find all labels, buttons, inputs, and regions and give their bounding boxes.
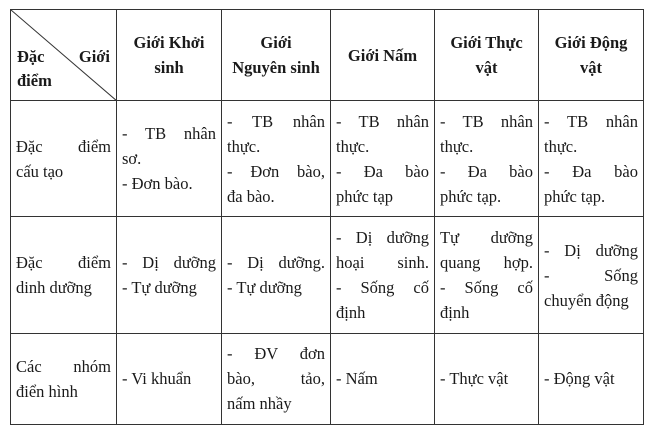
corner-label-diem: điểm (17, 71, 52, 90)
header-line: vật (475, 58, 498, 78)
row-label-dinh-duong (11, 217, 117, 333)
cell-line: thực. (227, 136, 261, 156)
table-row (11, 217, 644, 333)
cell-line: - Tự dưỡng (227, 278, 302, 298)
header-line: sinh (154, 58, 184, 78)
cell-line: - TB nhân (122, 124, 216, 144)
cell-line: - Đa bào (544, 161, 638, 181)
cell-line: - Động vật (544, 369, 615, 389)
table-cell (539, 333, 644, 424)
cell-line: định (336, 303, 366, 323)
cell-line: - Sống (544, 265, 638, 285)
cell-line: bào, tảo, (227, 369, 325, 389)
header-line: Giới Nấm (347, 45, 418, 65)
cell-line: - Thực vật (440, 369, 509, 389)
label-line: Các nhóm (16, 356, 111, 376)
table-cell (117, 333, 222, 424)
header-line: Nguyên sinh (232, 58, 320, 78)
cell-line: - TB nhân (544, 111, 638, 131)
kingdoms-comparison-table (10, 9, 644, 425)
label-line: dinh dưỡng (16, 278, 92, 298)
label-line: điển hình (16, 381, 78, 401)
table-cell (117, 101, 222, 217)
cell-line: phức tạp. (544, 186, 606, 206)
cell-line: - Đa bào (440, 161, 533, 181)
cell-line: đa bào. (227, 186, 275, 206)
cell-line: thực. (544, 136, 578, 156)
table-cell (435, 333, 539, 424)
header-line: vật (580, 58, 602, 78)
cell-line: - Dị dưỡng (336, 228, 429, 248)
cell-line: - Dị dưỡng. (227, 253, 325, 273)
table-cell (435, 217, 539, 333)
cell-line: - Vi khuẩn (122, 369, 192, 389)
header-nam (331, 10, 435, 101)
cell-line: - Sống cố (440, 278, 533, 298)
table-cell (331, 101, 435, 217)
cell-line: định (440, 303, 470, 323)
table-row (11, 333, 644, 424)
header-dong-vat (539, 10, 644, 101)
header-khoi-sinh (117, 10, 222, 101)
cell-line: - TB nhân (440, 111, 533, 131)
header-line: Giới (260, 33, 292, 53)
table-cell (222, 217, 331, 333)
cell-line: - ĐV đơn (227, 344, 325, 364)
header-row (11, 10, 644, 101)
header-line: Giới Khởi (133, 33, 205, 53)
row-label-nhom-dien-hinh (11, 333, 117, 424)
header-nguyen-sinh (222, 10, 331, 101)
header-line: Giới Thực (450, 33, 523, 53)
label-line: Đặc điểm (16, 253, 111, 273)
cell-line: thực. (336, 136, 370, 156)
header-thuc-vat (435, 10, 539, 101)
cell-line: - Nấm (336, 369, 378, 389)
label-line: Đặc điểm (16, 136, 111, 156)
cell-line: - Đơn bào, (227, 161, 325, 181)
corner-header-cell (11, 10, 117, 101)
cell-line: quang hợp. (440, 253, 533, 273)
row-label-cau-tao (11, 101, 117, 217)
table-cell (539, 217, 644, 333)
cell-line: - TB nhân (227, 111, 325, 131)
table-cell (222, 333, 331, 424)
cell-line: nấm nhầy (227, 394, 292, 414)
cell-line: - Sống cố (336, 278, 429, 298)
table-row (11, 101, 644, 217)
table-cell (331, 217, 435, 333)
table-cell (222, 101, 331, 217)
cell-line: thực. (440, 136, 474, 156)
table-cell (539, 101, 644, 217)
label-line: cấu tạo (16, 161, 64, 181)
header-line: Giới Động (554, 33, 628, 53)
cell-line: - Dị dưỡng (544, 240, 638, 260)
cell-line: - TB nhân (336, 111, 429, 131)
cell-line: - Đa bào (336, 161, 429, 181)
cell-line: Tự dưỡng (440, 228, 533, 248)
corner-label-dac: Đặc (17, 47, 45, 66)
cell-line: sơ. (122, 149, 142, 169)
corner-label-gioi: Giới (78, 47, 110, 66)
cell-line: hoại sinh. (336, 253, 429, 273)
table-cell (117, 217, 222, 333)
cell-line: - Dị dưỡng (122, 253, 216, 273)
cell-line: phức tạp (336, 186, 394, 206)
cell-line: - Tự dưỡng (122, 278, 197, 298)
cell-line: chuyển động (544, 290, 629, 310)
cell-line: phức tạp. (440, 186, 502, 206)
table-cell (331, 333, 435, 424)
cell-line: - Đơn bào. (122, 174, 193, 194)
table-cell (435, 101, 539, 217)
